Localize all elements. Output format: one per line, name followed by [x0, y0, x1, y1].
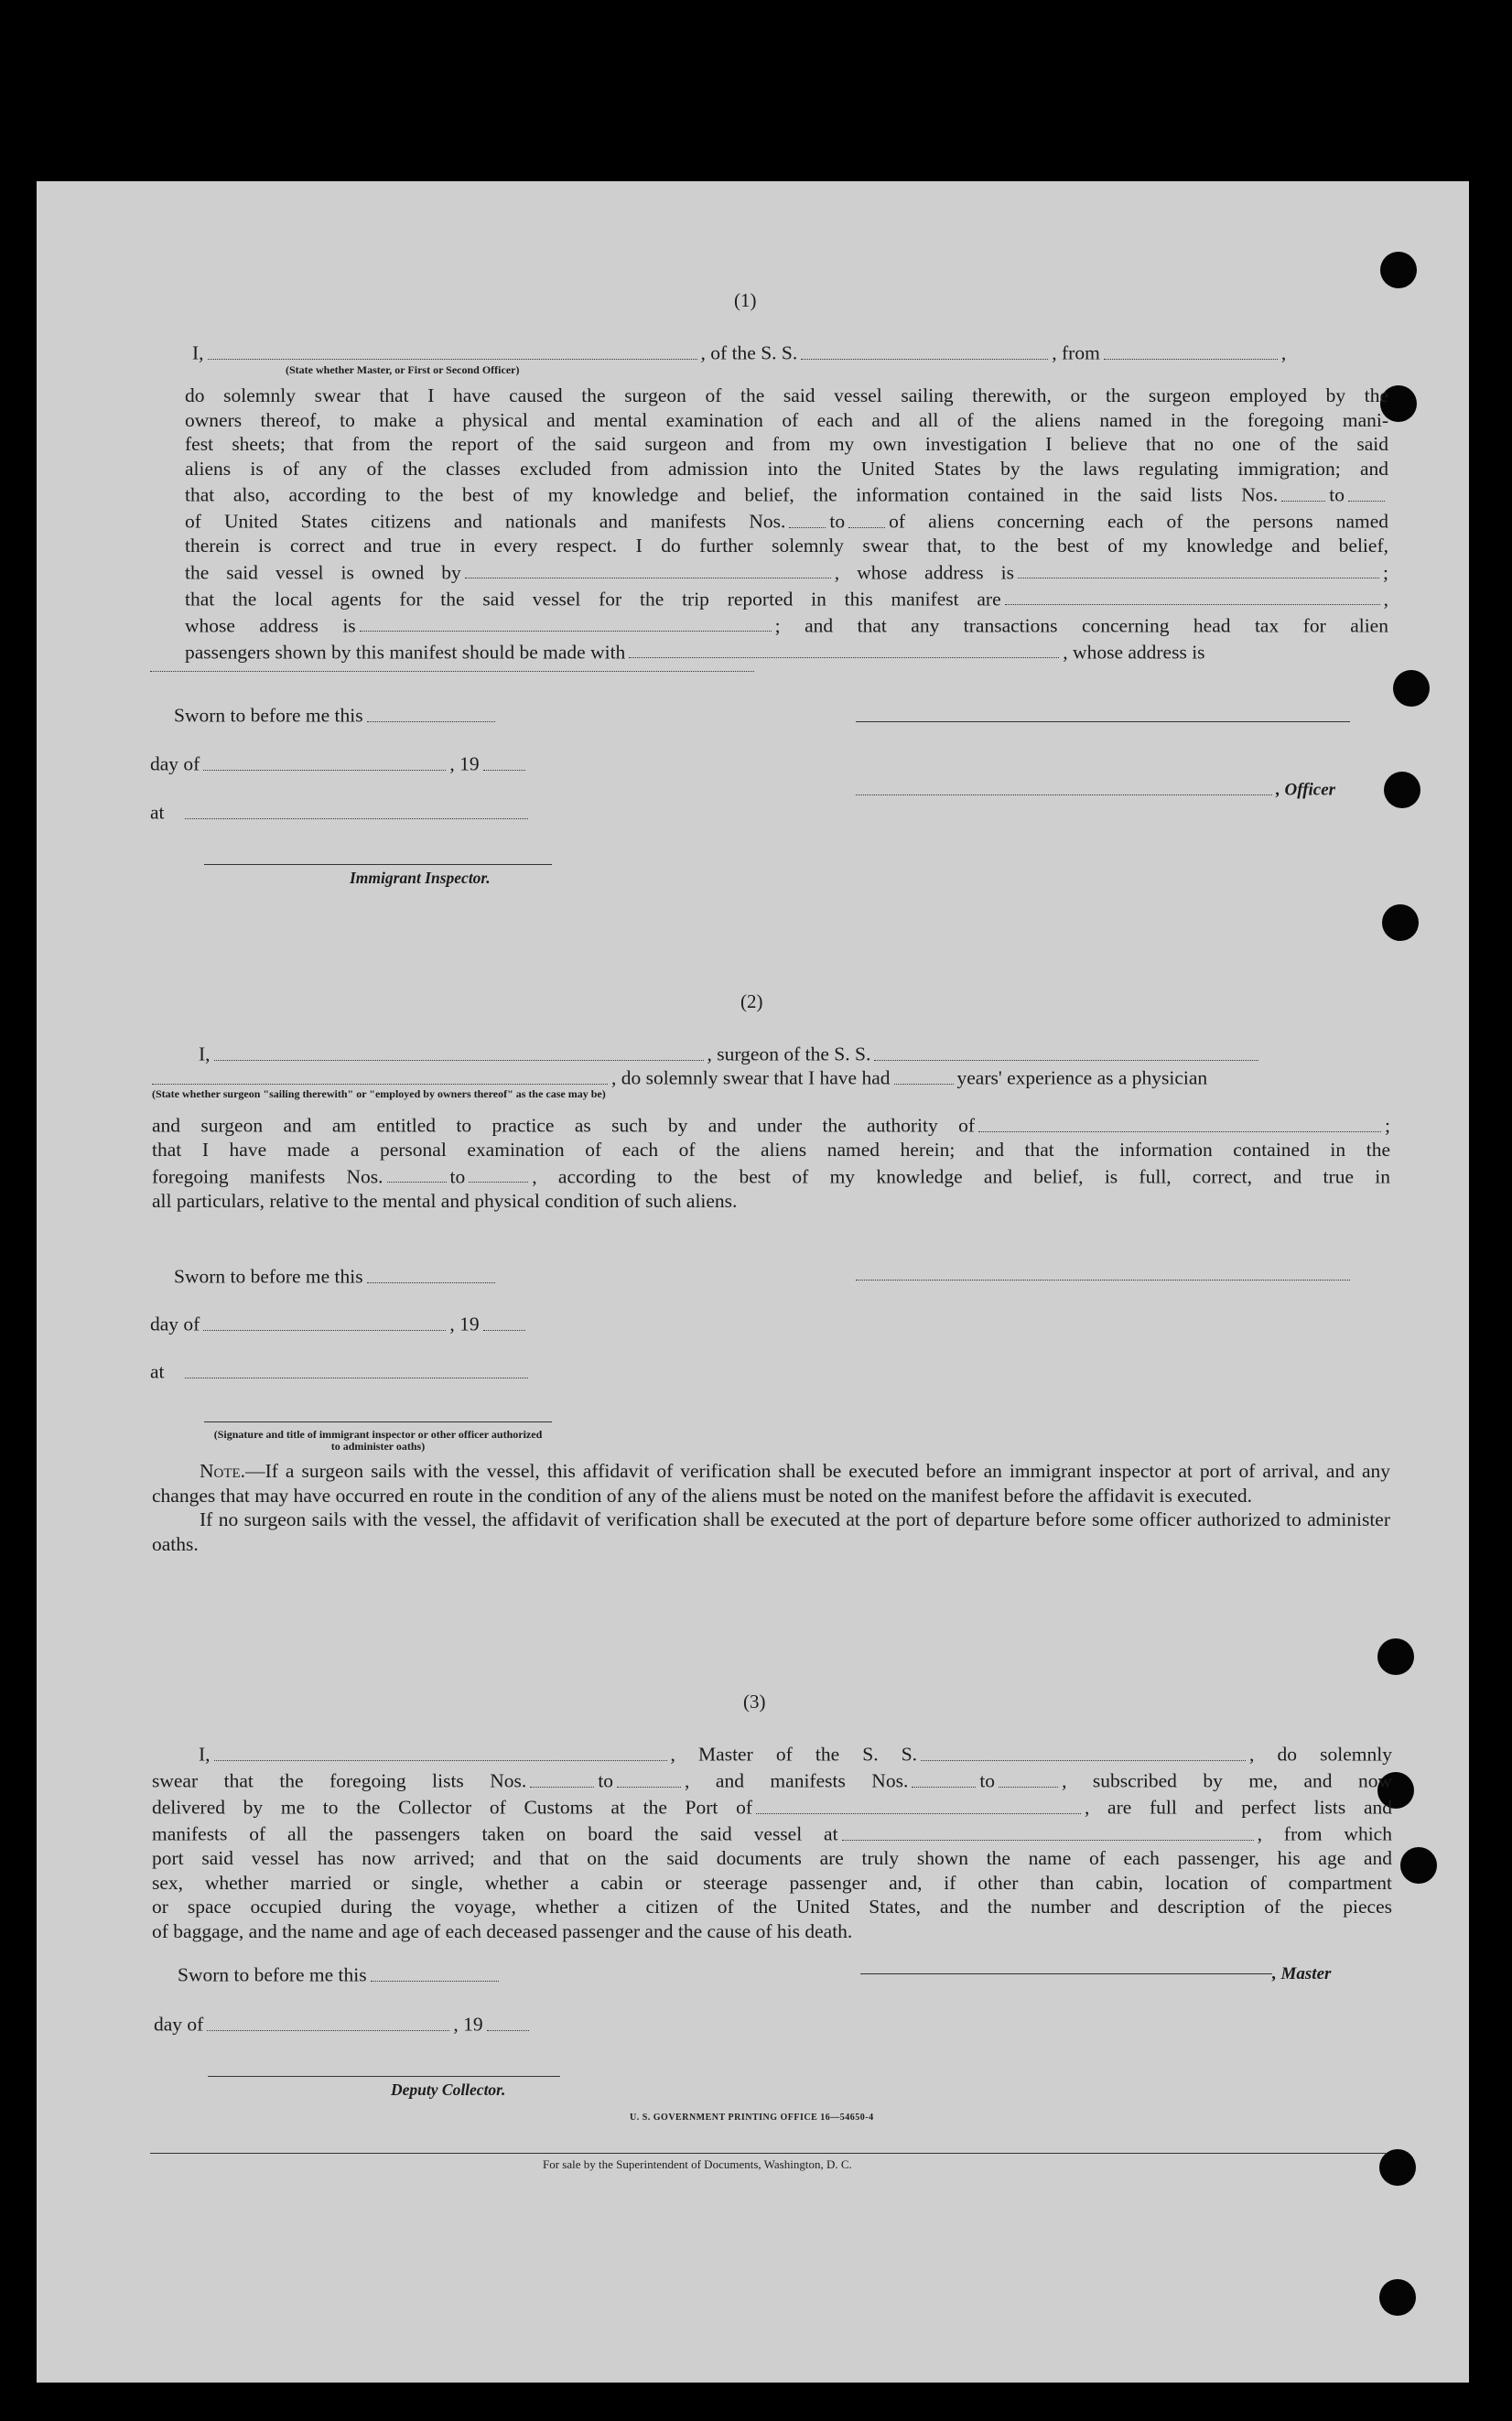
blank-field[interactable] — [756, 1793, 1081, 1814]
blank-field[interactable] — [150, 671, 754, 672]
paragraph-line — [185, 611, 1388, 638]
blank-field[interactable] — [978, 1111, 1381, 1132]
sale-line: For sale by the Superintendent of Documents, Washington, D. C. — [543, 2157, 852, 2171]
text: Sworn to before me this — [174, 1265, 363, 1288]
blank-field[interactable] — [214, 1040, 704, 1061]
text: manifests of all the passengers taken on board the said vessel at — [152, 1822, 838, 1845]
blank-field[interactable] — [152, 1064, 608, 1085]
blank-field[interactable] — [617, 1767, 681, 1788]
collector-label: Deputy Collector. — [391, 2081, 506, 2099]
paragraph-line — [185, 481, 1388, 507]
text: that the local agents for the said vessel for the trip reported in this manifest are — [185, 588, 1001, 610]
text: day of — [150, 752, 200, 775]
inspector-label: Immigrant Inspector. — [350, 869, 491, 887]
text: day of — [154, 2013, 204, 2036]
blank-field[interactable] — [469, 1162, 528, 1183]
punch-hole — [1377, 1638, 1414, 1675]
paragraph-line: that I have made a personal examination of each of the aliens named herein; and that the information contained in the — [152, 1139, 1390, 1161]
paragraph-line: of baggage, and the name and age of each deceased passenger and the cause of his death. — [152, 1919, 853, 1942]
text: , and manifests Nos. — [685, 1769, 909, 1792]
paragraph-line — [185, 638, 1388, 665]
blank-field[interactable] — [367, 1262, 495, 1283]
text: I, — [199, 1743, 211, 1766]
text: to — [979, 1769, 996, 1792]
blank-field[interactable] — [789, 507, 826, 528]
paragraph-line: port said vessel has now arrived; and that on the said documents are truly shown the name of each passenger, his age and — [152, 1847, 1392, 1869]
printing-office-line: U. S. GOVERNMENT PRINTING OFFICE 16—54650-4 — [630, 2113, 874, 2123]
blank-field[interactable] — [921, 1740, 1246, 1761]
blank-field[interactable] — [207, 2010, 449, 2031]
paragraph-line: therein is correct and true in every respect. I do further solemnly swear that, to the best of my knowledge and belief, — [185, 535, 1388, 557]
text: foregoing manifests Nos. — [152, 1165, 383, 1187]
paragraph-line: sex, whether married or single, whether a cabin or steerage passenger and, if other than cabin, location of compartment — [152, 1871, 1392, 1894]
text: and surgeon and am entitled to practice as such by and under the authority of — [152, 1114, 976, 1137]
text: , according to the best of my knowledge and belief, is full, correct, and true in — [532, 1165, 1390, 1187]
blank-field[interactable] — [360, 611, 772, 632]
blank-field[interactable] — [203, 750, 446, 771]
section2-body — [152, 1111, 1390, 1213]
text: of United States citizens and nationals and manifests Nos. — [185, 510, 786, 533]
blank-field[interactable] — [1348, 481, 1385, 502]
text: I, — [192, 341, 204, 364]
text: , — [1280, 341, 1287, 364]
punch-hole — [1384, 772, 1420, 808]
text: —If a surgeon sails with the vessel, this affidavit of verification shall be executed before an immigrant inspector at port of arrival, and any changes that may have occurred en route in the condition of any of the aliens must be noted on the manifest before the affidavit is executed. — [152, 1460, 1390, 1507]
text: , subscribed by me, and now — [1062, 1769, 1392, 1792]
punch-hole — [1379, 2279, 1416, 2316]
text: , 19 — [453, 2013, 483, 2036]
text: , do solemnly swear that I have had — [611, 1066, 891, 1089]
text: Sworn to before me this — [174, 704, 363, 727]
text: swear that the foregoing lists Nos. — [152, 1769, 527, 1792]
field-note: (State whether surgeon "sailing therewith" or "employed by owners thereof" as the case may be) — [152, 1087, 606, 1100]
paragraph-line: do solemnly swear that I have caused the surgeon of the said vessel sailing therewith, or the surgeon employed by the — [185, 384, 1388, 406]
note-block — [152, 1459, 1390, 1556]
at-line — [150, 798, 532, 825]
text: to — [598, 1769, 614, 1792]
blank-field[interactable] — [894, 1064, 954, 1085]
form-page — [37, 181, 1469, 2383]
signature-line[interactable] — [204, 1421, 552, 1422]
punch-hole — [1382, 904, 1419, 941]
paragraph-line: all particulars, relative to the mental and physical condition of such aliens. — [152, 1189, 738, 1212]
blank-field[interactable] — [874, 1040, 1258, 1061]
paragraph-line — [185, 507, 1388, 534]
blank-field[interactable] — [1281, 481, 1325, 502]
paragraph-line: owners thereof, to make a physical and mental examination of each and all of the aliens named in the foregoing mani- — [185, 408, 1388, 431]
section3-body — [152, 1740, 1392, 1943]
note-paragraph — [152, 1459, 1390, 1508]
paragraph-line — [185, 558, 1388, 585]
blank-field[interactable] — [367, 701, 495, 722]
text: passengers shown by this manifest should be made with — [185, 641, 626, 663]
blank-field[interactable] — [487, 2010, 529, 2031]
section-number: (1) — [734, 289, 757, 311]
paragraph-line: or space occupied during the voyage, whether a citizen of the United States, and the number and description of the pieces — [152, 1896, 1392, 1918]
paragraph-line — [152, 1111, 1390, 1138]
day-line — [150, 750, 529, 776]
blank-field[interactable] — [856, 774, 1272, 795]
text: whose address is — [185, 614, 356, 636]
text: years' experience as a physician — [956, 1066, 1208, 1089]
text: , do solemnly — [1249, 1743, 1392, 1766]
note-label: Note. — [200, 1460, 246, 1482]
signature-line[interactable] — [856, 1280, 1350, 1281]
text: the said vessel is owned by — [185, 561, 461, 583]
sworn-line — [174, 701, 499, 728]
paragraph-line: aliens is of any of the classes excluded from admission into the United States by the laws regulating immigration; and — [185, 457, 1388, 480]
text: at — [150, 801, 165, 824]
text: , 19 — [449, 1313, 480, 1335]
punch-hole — [1379, 2149, 1416, 2186]
text: , from — [1052, 341, 1100, 364]
sworn-line — [178, 1961, 502, 1987]
text: to — [1329, 483, 1345, 506]
text: to — [449, 1165, 466, 1187]
punch-hole — [1380, 252, 1417, 288]
blank-field[interactable] — [848, 507, 885, 528]
blank-field[interactable] — [483, 1310, 525, 1331]
note-paragraph: If no surgeon sails with the vessel, the affidavit of verification shall be executed at the port of departure before some officer authorized to administer oaths. — [152, 1508, 1390, 1555]
signature-line[interactable] — [204, 864, 552, 865]
text: , — [1383, 588, 1388, 610]
officer-line — [856, 774, 1335, 803]
section-number: (2) — [740, 990, 763, 1012]
text: delivered by me to the Collector of Customs at the Port of — [152, 1796, 752, 1819]
blank-field[interactable] — [371, 1961, 499, 1982]
text: day of — [150, 1313, 200, 1335]
sworn-line — [174, 1262, 499, 1289]
divider — [150, 2153, 1386, 2154]
officer-label: , Officer — [1276, 780, 1336, 800]
section1-body — [185, 384, 1388, 665]
text: I, — [199, 1043, 211, 1065]
blank-field[interactable] — [214, 1740, 667, 1761]
blank-field[interactable] — [629, 638, 1059, 659]
text: , 19 — [449, 752, 480, 775]
day-line — [150, 1310, 529, 1336]
master-line — [860, 1961, 1331, 1986]
punch-hole — [1393, 670, 1430, 707]
oath-line — [192, 339, 1286, 365]
blank-field[interactable] — [1005, 585, 1380, 606]
text: ; and that any transactions concerning head tax for alien — [774, 614, 1388, 636]
paragraph-line — [152, 1793, 1392, 1820]
blank-field[interactable] — [387, 1162, 447, 1183]
text: that also, according to the best of my knowledge and belief, the information contained in the said lists Nos. — [185, 483, 1279, 506]
blank-field[interactable] — [842, 1820, 1254, 1841]
blank-field[interactable] — [208, 339, 697, 360]
punch-hole — [1400, 1847, 1437, 1884]
blank-field[interactable] — [801, 339, 1048, 360]
text: , surgeon of the S. S. — [707, 1043, 871, 1065]
paragraph-line — [152, 1162, 1390, 1189]
blank-field[interactable] — [483, 750, 525, 771]
blank-field[interactable] — [1104, 339, 1278, 360]
swear-line — [152, 1064, 1207, 1090]
signature-line[interactable] — [860, 1973, 1272, 1974]
paragraph-line — [152, 1740, 1392, 1767]
paragraph-line: fest sheets; that from the report of the said surgeon and from my own investigation I believe that no one of the said — [185, 433, 1388, 455]
text: , are full and perfect lists and — [1085, 1796, 1392, 1819]
text: , whose address is — [1063, 641, 1205, 663]
text: to — [829, 510, 846, 533]
paragraph-line — [152, 1767, 1392, 1793]
blank-field[interactable] — [530, 1767, 594, 1788]
text: , of the S. S. — [700, 341, 798, 364]
blank-field[interactable] — [185, 798, 528, 819]
text: Sworn to before me this — [178, 1963, 367, 1986]
signature-line[interactable] — [856, 721, 1350, 722]
text: ; — [1385, 1114, 1390, 1137]
blank-field[interactable] — [1018, 558, 1379, 579]
blank-field[interactable] — [203, 1310, 446, 1331]
field-note: (State whether Master, or First or Second Officer) — [286, 363, 520, 376]
section-number: (3) — [743, 1691, 766, 1713]
text: , from which — [1257, 1822, 1392, 1845]
text: at — [150, 1360, 165, 1383]
at-line — [150, 1357, 532, 1384]
text: of aliens concerning each of the persons named — [889, 510, 1389, 533]
blank-field[interactable] — [465, 558, 831, 579]
paragraph-line — [185, 585, 1388, 611]
text: ; — [1383, 561, 1388, 583]
master-label: , Master — [1272, 1964, 1332, 1983]
paragraph-line — [152, 1820, 1392, 1846]
blank-field[interactable] — [999, 1767, 1058, 1788]
signature-line[interactable] — [208, 2076, 560, 2077]
field-note: (Signature and title of immigrant inspector or other officer authorized to administer oaths) — [213, 1428, 543, 1453]
day-line — [154, 2010, 533, 2037]
blank-field[interactable] — [185, 1357, 528, 1378]
text: , Master of the S. S. — [670, 1743, 918, 1766]
blank-field[interactable] — [912, 1767, 976, 1788]
surgeon-line — [199, 1040, 1262, 1066]
text: , whose address is — [834, 561, 1015, 583]
